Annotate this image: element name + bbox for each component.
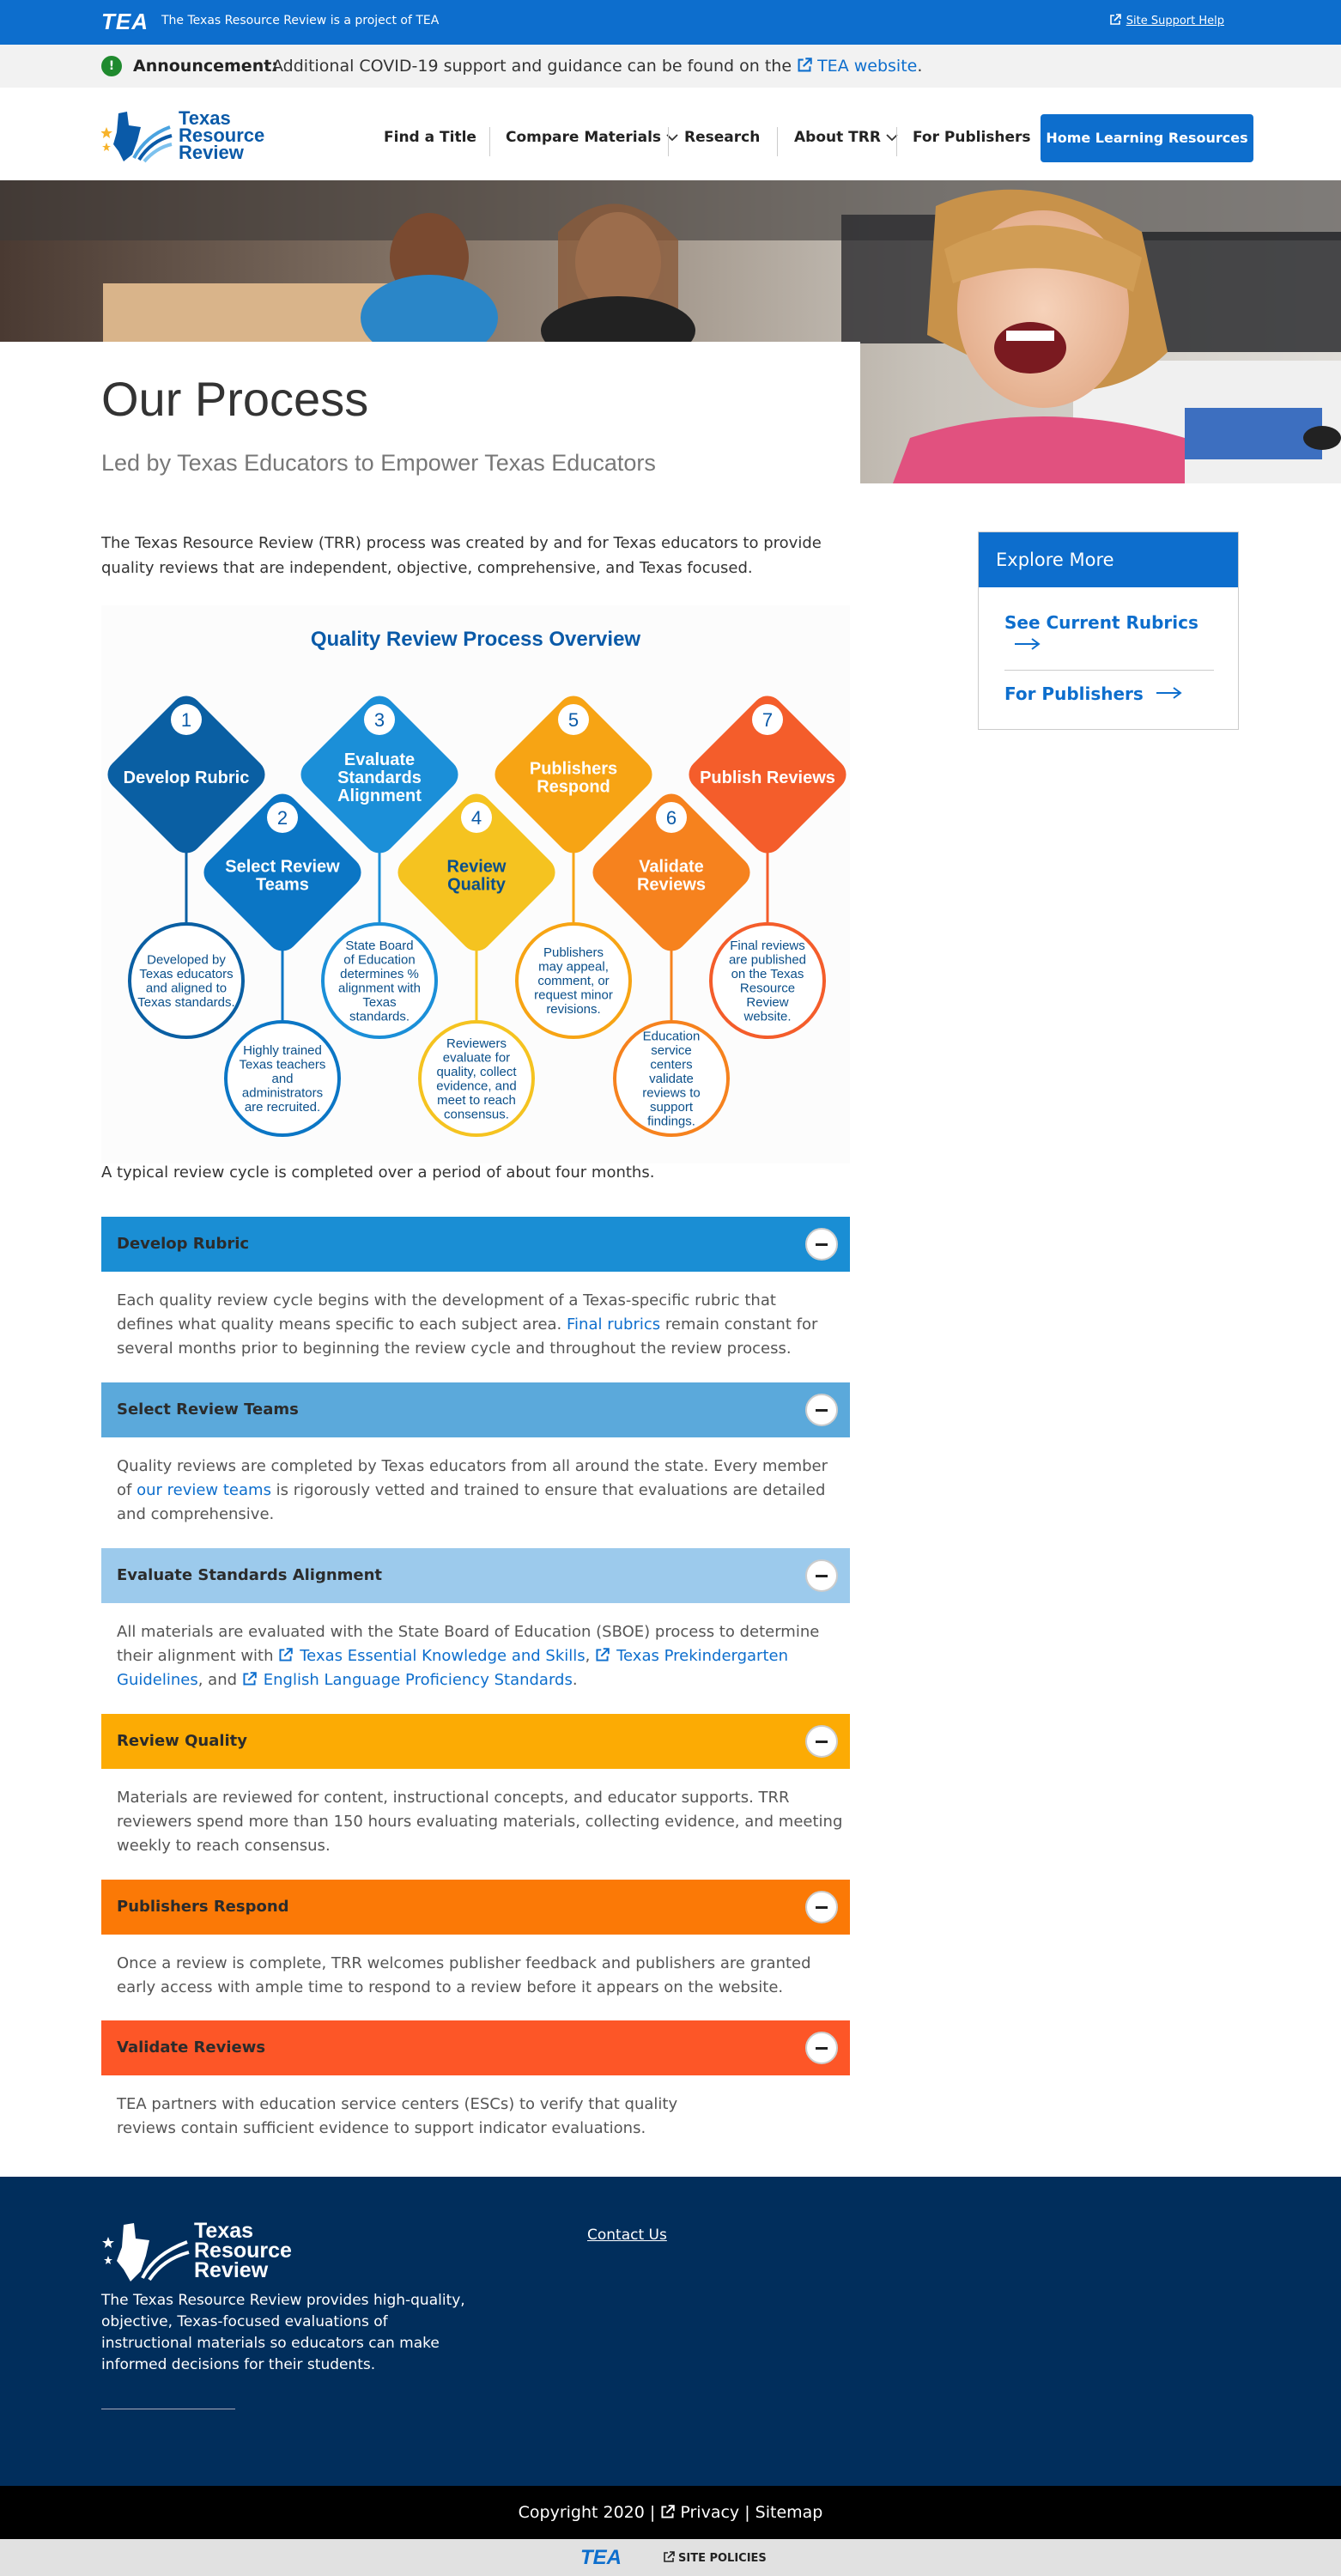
accordion-body: [117, 1289, 829, 1361]
step-description-text: Education: [642, 1029, 701, 1044]
copyright-text: Copyright 2020 |: [518, 2503, 656, 2522]
explore-divider: [1004, 670, 1214, 671]
for-publishers-label: For Publishers: [1004, 683, 1144, 704]
announcement-body: Additional COVID-19 support and guidance can be found on the: [272, 57, 792, 76]
step-label: Evaluate: [343, 750, 416, 769]
link-label: English Language Proficiency Standards: [263, 1671, 573, 1689]
see-current-rubrics-label: See Current Rubrics: [1004, 612, 1198, 633]
step-number: 1: [180, 709, 192, 731]
step-description-text: evaluate for: [442, 1050, 511, 1066]
step-description-text: State Board: [345, 938, 414, 953]
body-text: Materials are reviewed for content, instructional concepts, and educator supports. TRR reviewers spend more than 150 hours evaluating materials, collecting evidence, and meeting weekly to reach consensus.: [117, 1789, 843, 1855]
footer-logo-line-2: Resource: [194, 2239, 292, 2263]
external-link-icon: [1109, 14, 1121, 26]
step-description-text: request minor: [534, 987, 613, 1003]
step-description-text: standards.: [349, 1009, 410, 1024]
nav-divider: [896, 127, 897, 156]
nav-about-trr[interactable]: [794, 129, 898, 146]
site-support-help-label: Site Support Help: [1126, 15, 1224, 27]
accordion-title: Select Review Teams: [117, 1400, 299, 1419]
privacy-label: Privacy: [680, 2503, 740, 2522]
footer-logo-mark: [101, 2221, 191, 2283]
nav-compare-materials[interactable]: [506, 129, 678, 146]
accordion-header[interactable]: [101, 1714, 850, 1769]
step-description-text: findings.: [647, 1114, 695, 1129]
step-description-text: Texas teachers: [239, 1057, 326, 1072]
step-label: Teams: [256, 875, 309, 895]
step-number: 5: [567, 709, 579, 731]
footer-description: The Texas Resource Review provides high-quality, objective, Texas-focused evaluations of instructional materials so educators can make informed decisions for their students.: [101, 2292, 465, 2373]
logo-line-2: Resource: [179, 125, 265, 146]
step-description-text: and: [271, 1072, 294, 1086]
step-label: Publishers: [529, 759, 618, 779]
collapse-icon[interactable]: [805, 1891, 838, 1923]
step-description-text: reviews to: [642, 1085, 701, 1101]
footer-logo[interactable]: [101, 2219, 292, 2287]
intro-paragraph: The Texas Resource Review (TRR) process was created by and for Texas educators to provide quality reviews that are independent, objective, comprehensive, and Texas focused.: [101, 534, 822, 577]
step-description-text: Review: [746, 994, 789, 1010]
body-text: is rigorously vetted and trained to ensure that evaluations are detailed and comprehensive.: [117, 1481, 826, 1523]
collapse-icon[interactable]: [805, 1394, 838, 1426]
step-label: Select Review: [225, 857, 340, 877]
contact-us-link[interactable]: Contact Us: [587, 2227, 667, 2244]
nav-find-a-title[interactable]: Find a Title: [384, 129, 476, 146]
accordion-title: Publishers Respond: [117, 1898, 289, 1916]
page-title: Our Process: [101, 372, 369, 426]
step-description-text: website.: [743, 1009, 792, 1024]
accordion-title: Validate Reviews: [117, 2038, 266, 2057]
step-label: Publish Reviews: [700, 769, 835, 787]
home-learning-resources-button[interactable]: Home Learning Resources: [1041, 114, 1253, 162]
inline-link[interactable]: [567, 1315, 660, 1334]
accordion-title: Develop Rubric: [117, 1235, 250, 1253]
accordion-header[interactable]: [101, 1382, 850, 1437]
nav-about-trr-label: About TRR: [794, 129, 881, 146]
external-reference-link[interactable]: [242, 1671, 573, 1689]
external-reference-link[interactable]: [278, 1647, 585, 1665]
collapse-icon[interactable]: [805, 1559, 838, 1592]
link-label: our review teams: [137, 1481, 271, 1499]
inline-link[interactable]: [137, 1481, 271, 1499]
sitemap-link[interactable]: Sitemap: [755, 2503, 823, 2522]
step-description-text: are recruited.: [244, 1100, 321, 1115]
step-number: 6: [665, 807, 677, 829]
footer-logo-line-3: Review: [194, 2258, 269, 2282]
step-description-text: meet to reach: [437, 1092, 516, 1108]
step-label: Validate: [639, 857, 704, 877]
collapse-icon[interactable]: [805, 1725, 838, 1758]
step-description-text: service: [651, 1043, 692, 1058]
step-number: 3: [373, 709, 385, 731]
privacy-link[interactable]: [660, 2503, 739, 2522]
accordion-header[interactable]: [101, 1880, 850, 1935]
project-text: The Texas Resource Review is a project of TEA: [161, 14, 440, 27]
step-description-text: validate: [649, 1072, 694, 1086]
external-link-icon: [278, 1648, 293, 1662]
review-cycle-text: A typical review cycle is completed over a period of about four months.: [101, 1163, 655, 1182]
accordion-body: [117, 1786, 846, 1858]
announcement-text: [272, 45, 922, 88]
nav-divider: [489, 127, 490, 156]
nav-for-publishers[interactable]: For Publishers: [913, 129, 1031, 146]
step-label: Standards: [337, 769, 422, 787]
step-description-text: consensus.: [444, 1107, 509, 1122]
external-link-icon: [242, 1672, 257, 1686]
link-label: Texas Essential Knowledge and Skills: [300, 1647, 586, 1665]
step-description-text: of Education: [343, 952, 416, 968]
step-description-text: administrators: [241, 1085, 324, 1101]
collapse-icon[interactable]: [805, 2032, 838, 2064]
page-subtitle: Led by Texas Educators to Empower Texas Educators: [101, 450, 656, 476]
step-description-text: Final reviews: [730, 938, 805, 953]
infographic-title: Quality Review Process Overview: [310, 628, 641, 651]
nav-divider: [668, 127, 669, 156]
copyright-separator: |: [744, 2503, 750, 2522]
copyright-bar: [0, 2486, 1341, 2539]
tea-website-label: TEA website: [817, 57, 918, 76]
step-description-text: revisions.: [546, 1002, 601, 1017]
body-text: Once a review is complete, TRR welcomes publisher feedback and publishers are granted early access with ample time to respond to a review before it appears on the website.: [117, 1954, 811, 1996]
tea-website-link[interactable]: [797, 57, 917, 76]
hero-image: [0, 180, 1341, 483]
accordion-body: [117, 1455, 846, 1527]
process-infographic: [101, 605, 850, 1163]
nav-compare-materials-label: Compare Materials: [506, 129, 662, 146]
accordion-header[interactable]: [101, 2020, 850, 2075]
see-current-rubrics-link[interactable]: [1004, 611, 1219, 656]
body-text: , and: [197, 1671, 242, 1689]
external-link-icon: [595, 1648, 610, 1662]
step-label: Alignment: [337, 787, 422, 805]
body-text: TEA partners with education service centers (ESCs) to verify that quality reviews contain sufficient evidence to support indicator evaluations.: [117, 2095, 678, 2137]
footer-logo-text: [194, 2221, 314, 2281]
link-label: Texas Prekindergarten Guidelines: [117, 1647, 789, 1689]
step-description-text: centers: [650, 1057, 693, 1072]
collapse-icon[interactable]: [805, 1228, 838, 1261]
step-label: Respond: [537, 777, 610, 797]
body-text: ,: [585, 1647, 596, 1665]
trr-logo-text: [179, 107, 307, 163]
process-diagram: [101, 605, 850, 1163]
announcement-label: Announcement:: [133, 57, 278, 76]
explore-more-panel: [978, 532, 1239, 730]
step-label: Quality: [447, 875, 506, 895]
accordion-header[interactable]: [101, 1548, 850, 1603]
step-number: 7: [762, 709, 774, 731]
site-footer: [0, 2177, 1341, 2486]
announcement-period: .: [917, 57, 923, 76]
step-description-text: comment, or: [537, 974, 610, 988]
step-description-text: alignment with: [338, 981, 421, 996]
footer-logo-line-1: Texas: [194, 2219, 254, 2243]
logo-line-3: Review: [179, 142, 244, 163]
step-description-text: quality, collect: [436, 1064, 517, 1079]
step-number: 2: [276, 807, 288, 829]
step-description-text: Highly trained: [243, 1043, 322, 1058]
arrow-right-icon: [1013, 637, 1042, 651]
nav-research[interactable]: Research: [684, 129, 761, 146]
step-description-text: Developed by: [147, 952, 226, 968]
step-description-text: Reviewers: [446, 1036, 507, 1051]
body-text: Quality reviews are completed by Texas educators from all around the state. Every member of: [117, 1457, 828, 1499]
accordion-header[interactable]: [101, 1217, 850, 1272]
site-support-help-link[interactable]: [1109, 14, 1224, 27]
alert-icon: !: [101, 56, 122, 76]
step-description-text: support: [649, 1100, 694, 1115]
accordion-title: Review Quality: [117, 1732, 248, 1750]
step-description-text: may appeal,: [538, 959, 609, 975]
top-bar: [0, 0, 1341, 45]
site-policies-link[interactable]: [663, 2551, 767, 2565]
step-description-text: Texas educators: [139, 966, 234, 981]
external-link-icon: [797, 58, 812, 73]
step-label: Develop Rubric: [123, 769, 250, 787]
external-link-icon: [660, 2505, 675, 2519]
external-link-icon: [663, 2551, 675, 2563]
body-text: remain constant for several months prior to beginning the review cycle and throughout the review process.: [117, 1315, 818, 1358]
step-description-text: evidence, and: [436, 1078, 517, 1094]
body-text: All materials are evaluated with the State Board of Education (SBOE) process to determine their alignment with: [117, 1623, 820, 1665]
site-policies-label: SITE POLICIES: [678, 2552, 767, 2565]
accordion-body: [117, 2093, 718, 2141]
bottom-bar: [0, 2539, 1341, 2576]
step-description-text: Publishers: [543, 945, 604, 960]
body-text: .: [572, 1671, 578, 1689]
accordion-body: [117, 1620, 846, 1692]
step-label: Reviews: [636, 875, 707, 895]
body-text: Each quality review cycle begins with the development of a Texas-specific rubric that defines what quality means specific to each subject area.: [117, 1291, 776, 1334]
arrow-right-icon: [1155, 686, 1184, 700]
announcement-bar: [0, 45, 1341, 88]
step-description-text: Resource: [739, 981, 796, 996]
step-label: Review: [446, 857, 507, 877]
step-description-text: Texas: [362, 994, 397, 1010]
logo-line-1: Texas: [179, 107, 231, 129]
accordion-body: [117, 1952, 846, 2000]
for-publishers-link[interactable]: [1004, 683, 1184, 704]
trr-logo-mark: [101, 110, 173, 163]
trr-logo[interactable]: [101, 107, 265, 167]
tea-logo[interactable]: TEA: [101, 9, 149, 34]
tea-footer-logo[interactable]: TEA: [580, 2546, 622, 2569]
step-description-text: and aligned to: [145, 981, 228, 996]
nav-divider: [777, 127, 778, 156]
link-label: Final rubrics: [567, 1315, 661, 1334]
step-description-text: determines %: [340, 966, 419, 981]
explore-more-title: Explore More: [979, 532, 1238, 587]
accordion-title: Evaluate Standards Alignment: [117, 1566, 383, 1584]
step-description-text: are published: [728, 952, 807, 968]
step-description-text: on the Texas: [731, 966, 804, 981]
step-number: 4: [470, 807, 482, 829]
step-description-text: Texas standards.: [137, 994, 235, 1010]
